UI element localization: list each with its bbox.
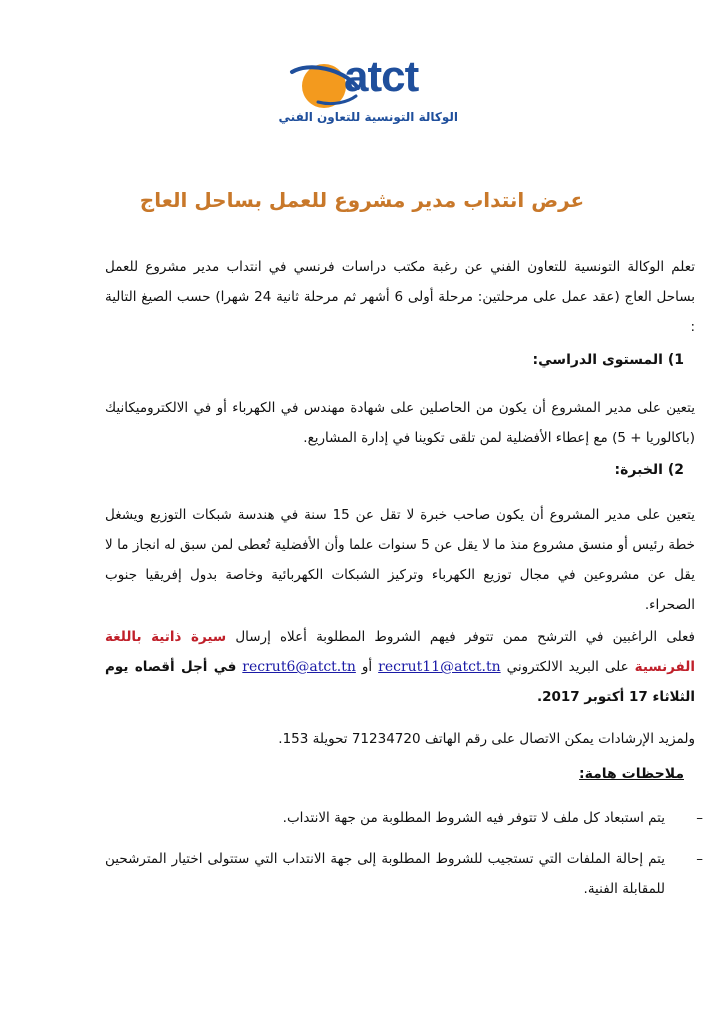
email-link-recrut11[interactable]: recrut11@atct.tn: [378, 659, 501, 675]
email-link-recrut6[interactable]: recrut6@atct.tn: [242, 659, 356, 675]
note-item: [105, 803, 703, 833]
email-intro-text: على البريد الالكتروني: [506, 659, 629, 675]
notes-heading: ملاحظات هامة:: [579, 766, 684, 782]
or-text: أو: [361, 659, 373, 675]
note-item: [105, 844, 703, 904]
note-text: يتم استبعاد كل ملف لا تتوفر فيه الشروط المطلوبة من جهة الانتداب.: [282, 810, 665, 826]
intro-paragraph: تعلم الوكالة التونسية للتعاون الفني عن رغبة مكتب دراسات فرنسي في انتداب مدير مشروع للعمل بساحل العاج (عقد عمل على مرحلتين: مرحلة أولى 6 أشهر ثم مرحلة ثانية 24 شهرا) حسب الصيغ التالية :: [105, 259, 695, 335]
section1-text: يتعين على مدير المشروع أن يكون من الحاصلين على شهادة مهندس في الكهرباء أو في الالكتروميكانيك (باكالوريا + 5) مع إعطاء الأفضلية لمن تلقى تكوينا في إدارة المشاريع.: [105, 400, 695, 446]
section2-text: يتعين على مدير المشروع أن يكون صاحب خبرة لا تقل عن 15 سنة في هندسة شبكات التوزيع ويشغل خطة رئيس أو منسق مشروع منذ ما لا يقل عن 5 سنوات علما وأن الأفضلية تُعطى لمن سبق له انجاز ما لا يقل عن مشروعين في مجال توزيع الكهرباء وتركيز الشبكات الكهربائية وخاصة بدول إفريقيا جنوب الصحراء.: [105, 507, 695, 613]
atct-logo: [278, 52, 468, 130]
logo-subtitle: الوكالة التونسية للتعاون الفني: [278, 110, 458, 124]
section2-heading: 2) الخبرة:: [614, 462, 684, 478]
dash-bullet-icon: –: [696, 851, 703, 867]
cv-french-highlight: سيرة ذاتية باللغة الفرنسية: [105, 629, 695, 675]
contact-paragraph: ولمزيد الإرشادات يمكن الاتصال على رقم الهاتف 71234720 تحويلة 153.: [278, 731, 695, 747]
application-text: فعلى الراغبين في الترشح ممن تتوفر فيهم الشروط المطلوبة أعلاه إرسال: [235, 629, 696, 645]
page-title: عرض انتداب مدير مشروع للعمل بساحل العاج: [139, 188, 585, 212]
deadline-text: في أجل أقصاه يوم الثلاثاء 17 أكتوبر 2017.: [105, 659, 695, 705]
dash-bullet-icon: –: [696, 810, 703, 826]
section1-heading: 1) المستوى الدراسي:: [532, 352, 684, 368]
application-paragraph: [105, 622, 695, 712]
note-text: يتم إحالة الملفات التي تستجيب للشروط المطلوبة إلى جهة الانتداب التي ستتولى اختيار المترشحين للمقابلة الفنية.: [105, 851, 665, 897]
logo-wordmark: atct: [344, 52, 419, 101]
